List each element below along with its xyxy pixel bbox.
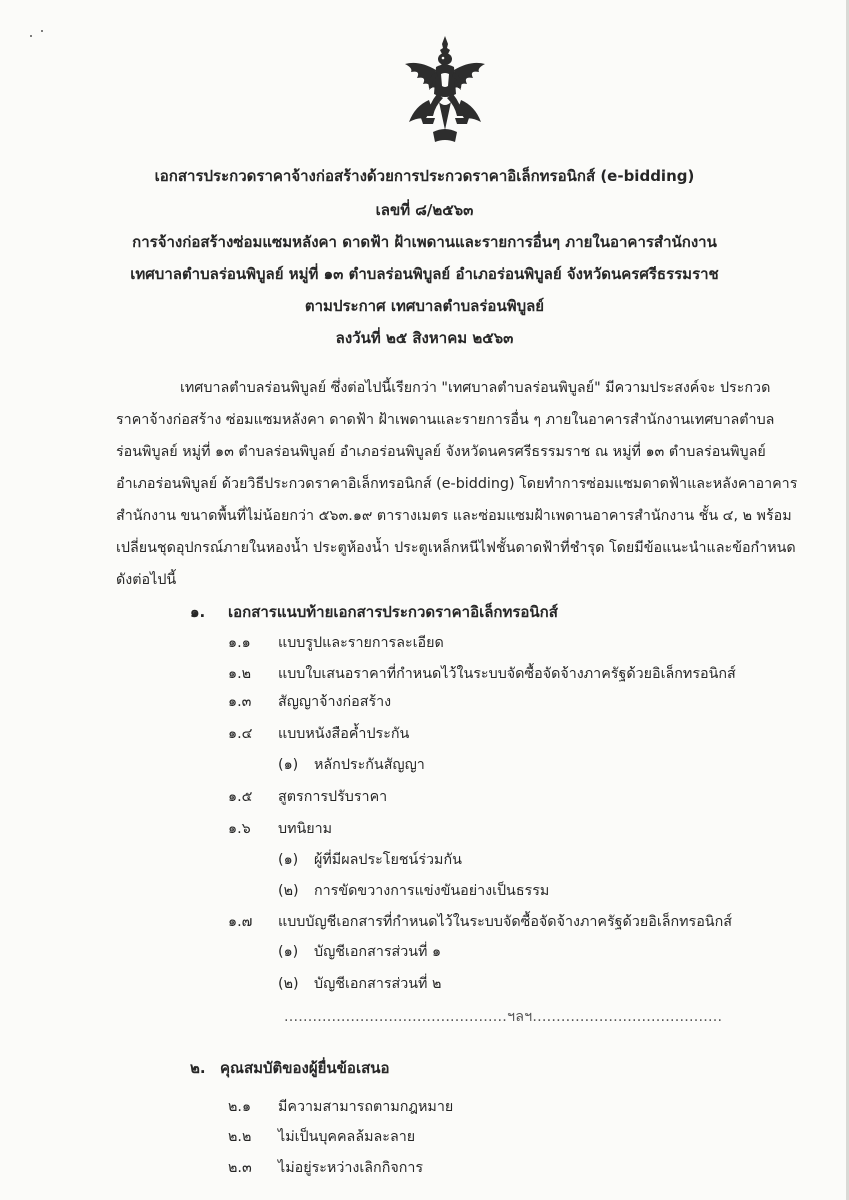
sub-item-text: บัญชีเอกสารส่วนที่ ๑ [314,944,442,960]
paper-speck [41,30,43,32]
sub-item-number: (๑) [278,757,299,773]
list-item-text: แบบหนังสือค้ำประกัน [278,726,410,742]
list-item-text: สูตรการปรับราคา [278,789,388,805]
list-item-text: แบบบัญชีเอกสารที่กำหนดไว้ในระบบจัดซื้อจัดจ้างภาครัฐด้วยอิเล็กทรอนิกส์ [278,914,732,930]
intro-paragraph-line: ร่อนพิบูลย์ หมู่ที่ ๑๓ ตำบลร่อนพิบูลย์ อำเภอร่อนพิบูลย์ จังหวัดนครศรีธรรมราช ณ หมู่ที่ ๑๓ ตำบลร่อนพิบูลย์ [116,444,766,460]
garuda-emblem-icon [399,34,491,146]
list-item-number: ๑.๑ [228,635,251,651]
sub-item-number: (๒) [278,976,299,992]
list-item-text: สัญญาจ้างก่อสร้าง [278,694,392,710]
list-item-number: ๒.๒ [228,1129,252,1145]
section-1-number: ๑. [190,603,206,621]
document-title: เอกสารประกวดราคาจ้างก่อสร้างด้วยการประกวดราคาอิเล็กทรอนิกส์ (e-bidding) [154,167,695,185]
sub-item-text: การขัดขวางการแข่งขันอย่างเป็นธรรม [314,883,550,899]
sub-item-number: (๒) [278,883,299,899]
announcement-line: ตามประกาศ เทศบาลตำบลร่อนพิบูลย์ [304,297,545,315]
intro-paragraph-line: เทศบาลตำบลร่อนพิบูลย์ ซึ่งต่อไปนี้เรียกว่า "เทศบาลตำบลร่อนพิบูลย์" มีความประสงค์จะ ประกวด [180,380,771,396]
list-item-text: ไม่เป็นบุคคลล้มละลาย [278,1129,416,1145]
sub-item-number: (๑) [278,944,299,960]
sub-item-text: หลักประกันสัญญา [314,757,425,773]
intro-paragraph-line: เปลี่ยนชุดอุปกรณ์ภายในหองน้ำ ประตูห้องน้ำ ประตูเหล็กหนีไฟชั้นดาดฟ้าที่ชำรุด โดยมีข้อแนะนำและข้อกำหนด [116,540,796,556]
list-item-text: มีความสามารถตามกฎหมาย [278,1099,454,1115]
intro-paragraph-line: ราคาจ้างก่อสร้าง ซ่อมแซมหลังคา ดาดฟ้า ฝ้าเพดานและรายการอื่น ๆ ภายในอาคารสำนักงานเทศบาลตำบล [116,412,775,428]
intro-paragraph-line: สำนักงาน ขนาดพื้นที่ไม่น้อยกว่า ๕๖๓.๑๙ ตารางเมตร และซ่อมแซมฝ้าเพดานอาคารสำนักงาน ชั้น ๔, ๒ พร้อม [116,508,792,524]
list-item-number: ๑.๖ [228,821,251,837]
list-item-text: แบบใบเสนอราคาที่กำหนดไว้ในระบบจัดซื้อจัดจ้างภาครัฐด้วยอิเล็กทรอนิกส์ [278,666,736,682]
etc-dotted-line: ...............................................ฯลฯ........................................ [284,1009,723,1025]
list-item-number: ๒.๓ [228,1160,252,1176]
list-item-number: ๑.๔ [228,726,253,742]
section-2-number: ๒. [190,1059,206,1077]
list-item-number: ๑.๓ [228,694,252,710]
list-item-text: แบบรูปและรายการละเอียด [278,635,444,651]
paper-speck [30,35,32,37]
section-1-title: เอกสารแนบท้ายเอกสารประกวดราคาอิเล็กทรอนิกส์ [228,603,558,621]
list-item-number: ๒.๑ [228,1099,252,1115]
list-item-number: ๑.๕ [228,789,253,805]
document-number: เลขที่ ๘/๒๕๖๓ [375,201,474,219]
list-item-text: ไม่อยู่ระหว่างเลิกกิจการ [278,1160,424,1176]
announcement-date: ลงวันที่ ๒๕ สิงหาคม ๒๕๖๓ [335,329,514,347]
list-item-number: ๑.๗ [228,914,253,930]
sub-item-text: บัญชีเอกสารส่วนที่ ๒ [314,976,442,992]
sub-item-number: (๑) [278,852,299,868]
sub-item-text: ผู้ที่มีผลประโยชน์ร่วมกัน [314,852,462,868]
list-item-text: บทนิยาม [278,821,333,837]
section-2-title: คุณสมบัติของผู้ยื่นข้อเสนอ [220,1059,390,1077]
list-item-number: ๑.๒ [228,666,252,682]
intro-paragraph-line: ดังต่อไปนี้ [116,572,177,588]
subject-line-1: การจ้างก่อสร้างซ่อมแซมหลังคา ดาดฟ้า ฝ้าเพดานและรายการอื่นๆ ภายในอาคารสำนักงาน [132,233,717,251]
subject-line-2: เทศบาลตำบลร่อนพิบูลย์ หมู่ที่ ๑๓ ตำบลร่อนพิบูลย์ อำเภอร่อนพิบูลย์ จังหวัดนครศรีธรรมราช [130,265,719,283]
intro-paragraph-line: อำเภอร่อนพิบูลย์ ด้วยวิธีประกวดราคาอิเล็กทรอนิกส์ (e-bidding) โดยทำการซ่อมแซมดาดฟ้าและหลังคาอาคาร [116,476,798,492]
